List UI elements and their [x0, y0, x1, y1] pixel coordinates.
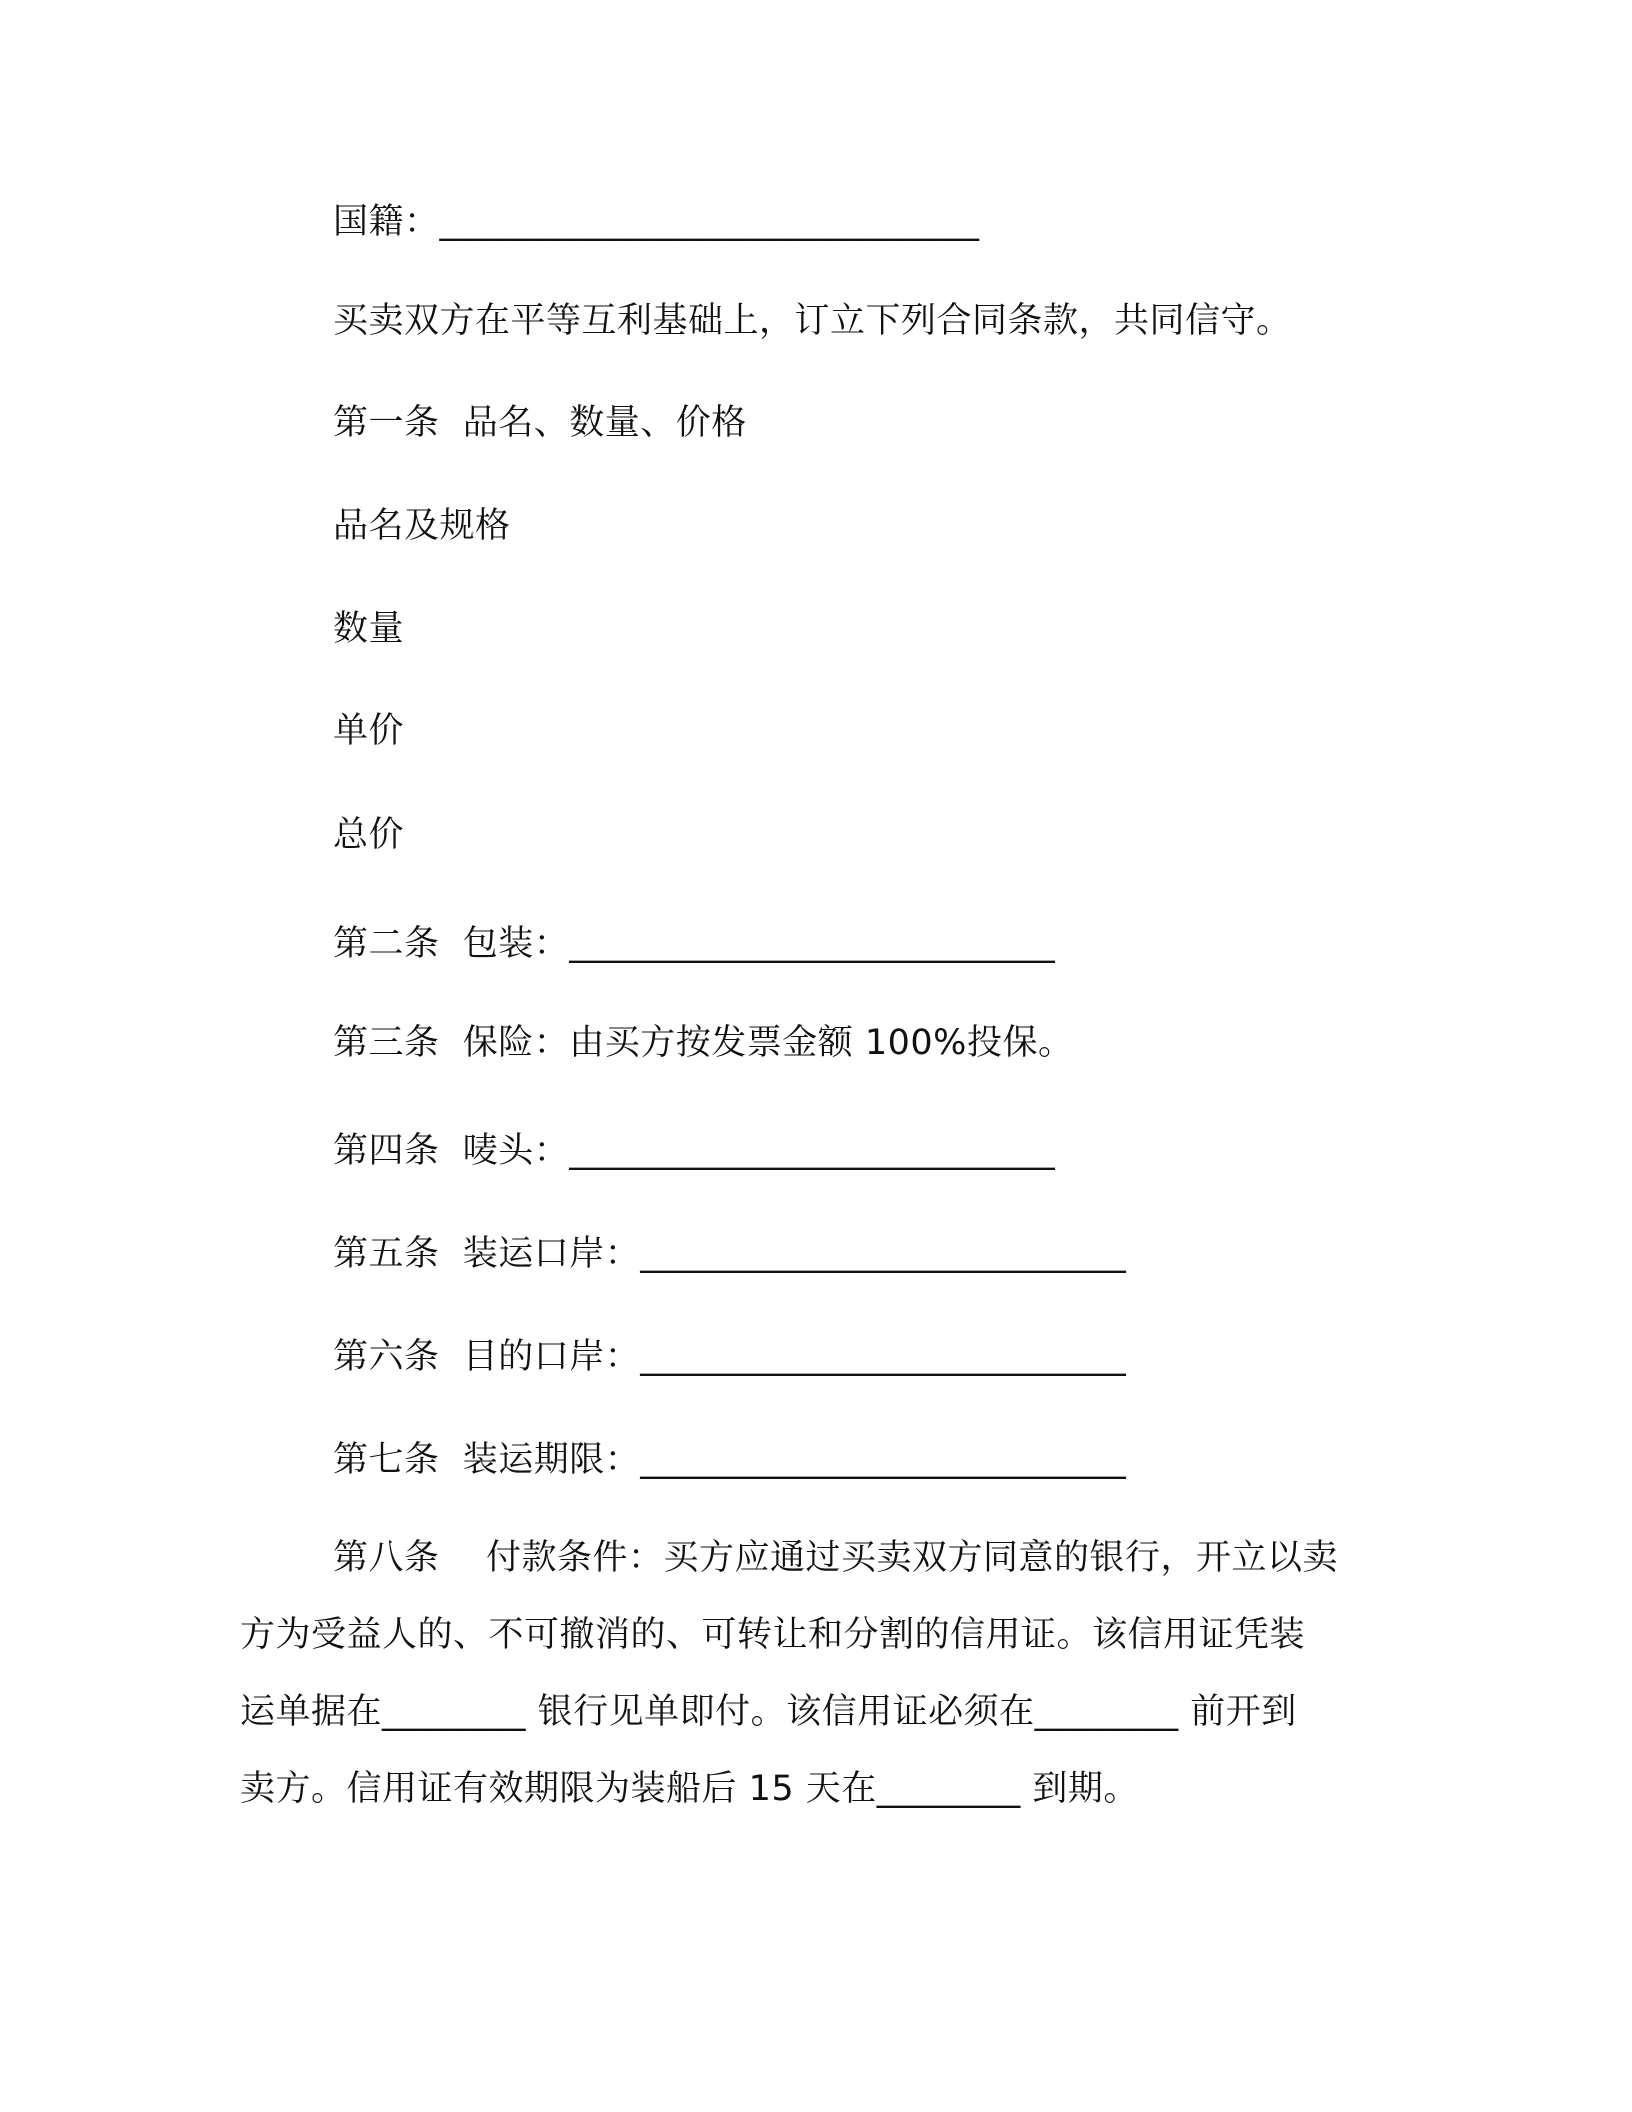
article1-item-unit-price: 单价 — [333, 711, 405, 751]
article8-payment-terms — [240, 1520, 1390, 1828]
article2-packing: 第二条 包装：___________________________ — [333, 924, 1056, 964]
article1-item-qty: 数量 — [333, 609, 405, 649]
article8-line-4: 卖方。信用证有效期限为装船后 15 天在________ 到期。 — [240, 1769, 1139, 1809]
article7-shipment-period: 第七条 装运期限：___________________________ — [333, 1440, 1127, 1480]
article4-marks: 第四条 唛头：___________________________ — [333, 1131, 1056, 1171]
article1-heading: 第一条 品名、数量、价格 — [333, 403, 747, 443]
article3-insurance: 第三条 保险：由买方按发票金额 100%投保。 — [333, 1023, 1074, 1063]
article8-line-2: 方为受益人的、不可撤消的、可转让和分割的信用证。该信用证凭装 — [240, 1615, 1306, 1655]
nationality-field: 国籍：______________________________ — [333, 202, 980, 242]
preamble-text: 买卖双方在平等互利基础上，订立下列合同条款，共同信守。 — [333, 301, 1292, 341]
article1-item-total: 总价 — [333, 815, 405, 855]
article8-line-3: 运单据在________ 银行见单即付。该信用证必须在________ 前开到 — [240, 1692, 1297, 1732]
article5-loading-port: 第五条 装运口岸：___________________________ — [333, 1234, 1127, 1274]
article8-line-1: 第八条 付款条件：买方应通过买卖双方同意的银行，开立以卖 — [333, 1538, 1339, 1578]
article1-item-spec: 品名及规格 — [333, 506, 511, 546]
article6-destination-port: 第六条 目的口岸：___________________________ — [333, 1337, 1127, 1377]
